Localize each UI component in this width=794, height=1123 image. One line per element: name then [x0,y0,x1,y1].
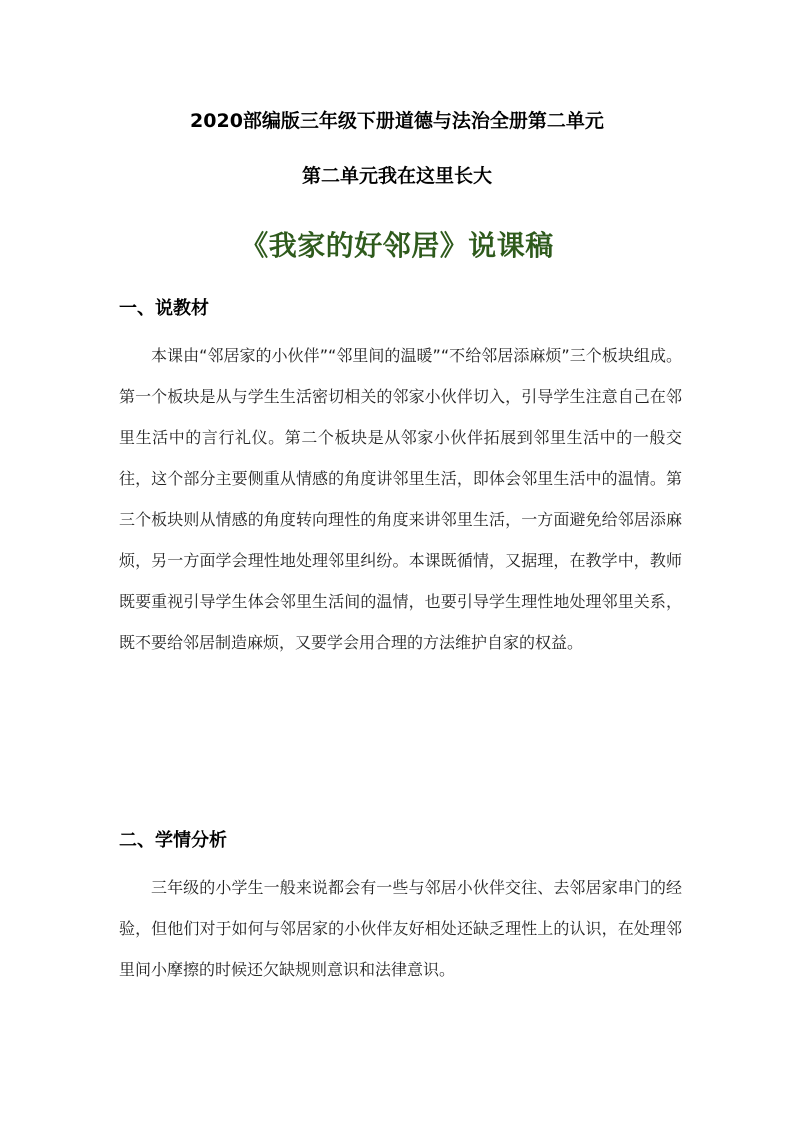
section-body-student-analysis: 三年级的小学生一般来说都会有一些与邻居小伙伴交往、去邻居家串门的经验，但他们对于如何与邻居家的小伙伴友好相处还缺乏理性上的认识，在处理邻里间小摩擦的时候还欠缺规则意识和法律意识。 [119,878,682,979]
section-heading-textbook: 一、说教材 [119,298,209,319]
lesson-title: 《我家的好邻居》说课稿 [240,229,554,262]
section-body-textbook: 本课由“邻居家的小伙伴”“邻里间的温暖”“不给邻居添麻烦”三个板块组成。第一个板块是从与学生生活密切相关的邻家小伙伴切入，引导学生注意自己在邻里生活中的言行礼仪。第二个板块是从邻家小伙伴拓展到邻里生活中的一般交往，这个部分主要侧重从情感的角度讲邻里生活，即体会邻里生活中的温情。第三个板块则从情感的角度转向理性的角度来讲邻里生活，一方面避免给邻居添麻烦，另一方面学会理性地处理邻里纠纷。本课既循情，又据理，在教学中，教师既要重视引导学生体会邻里生活间的温情，也要引导学生理性地处理邻里关系，既不要给邻居制造麻烦，又要学会用合理的方法维护自家的权益。 [119,346,682,652]
document-series-title: 2020部编版三年级下册道德与法治全册第二单元 [190,110,604,132]
section-heading-student-analysis: 二、学情分析 [119,830,227,851]
unit-title: 第二单元我在这里长大 [301,165,492,187]
